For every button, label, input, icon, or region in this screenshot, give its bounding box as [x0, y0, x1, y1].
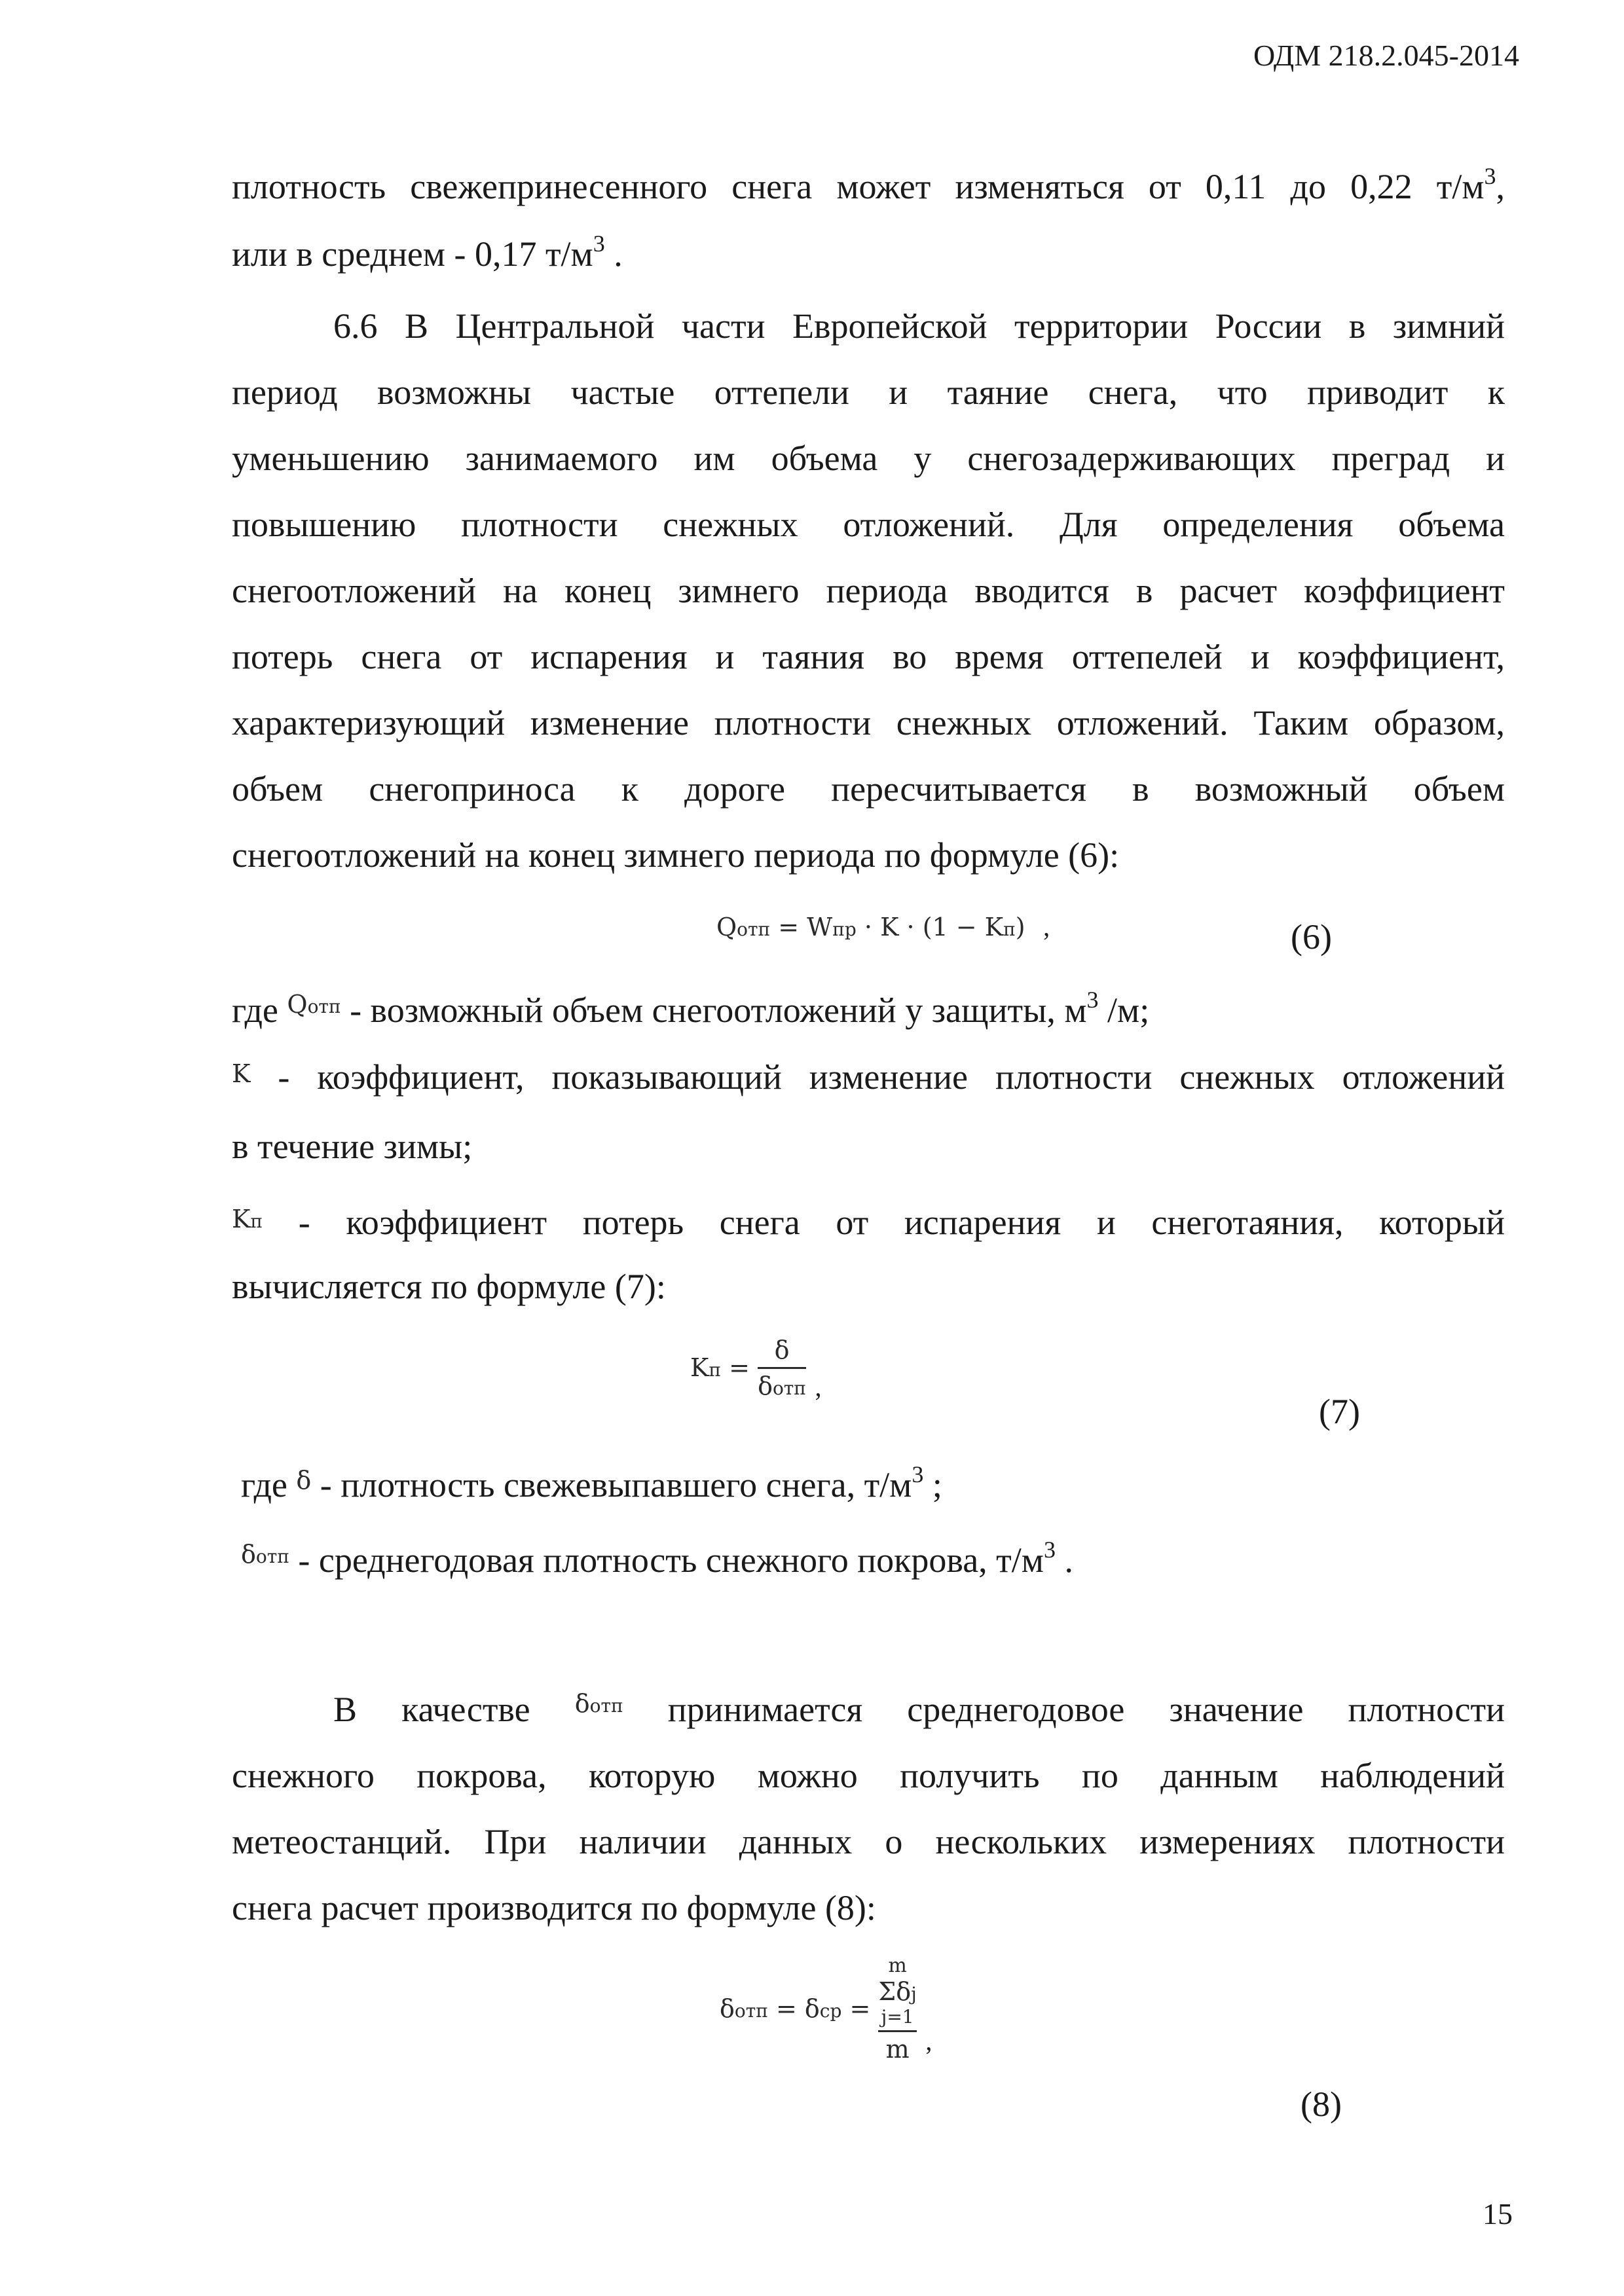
para2-line: потерь снега от испарения и таяния во время оттепелей и коэффициент,	[232, 637, 1505, 676]
fraction-8: m Σδj j=1 m	[878, 1954, 917, 2064]
def-k-line2: в течение зимы;	[232, 1127, 473, 1166]
para2-last-line: снегоотложений на конец зимнего периода по формуле (6):	[232, 835, 1120, 875]
def-kn-line2: вычисляется по формуле (7):	[232, 1267, 666, 1306]
para2-line: уменьшению занимаемого им объема у снегозадерживающих преград и	[232, 439, 1505, 478]
def-kn-line1: Kп - коэффициент потерь снега от испарения и снеготаяния, который	[232, 1203, 1505, 1242]
def-k-line1: K - коэффициент, показывающий изменение плотности снежных отложений	[232, 1057, 1505, 1097]
document-id: ОДМ 218.2.045-2014	[1253, 39, 1519, 72]
equation-number-8: (8)	[1301, 2085, 1342, 2124]
para2-line: 6.6 В Центральной части Европейской территории России в зимний	[333, 306, 1505, 346]
para1-line2: или в среднем - 0,17 $т/м^3$ .	[232, 230, 623, 274]
def-delta-otp: $^{\delta отп}$ - среднегодовая плотность снежного покрова, $т/м^3$ .	[241, 1537, 1073, 1580]
para2-line: характеризующий изменение плотности снежных отложений. Таким образом,	[232, 703, 1505, 742]
formula-7: Kп = $\frac{\delta}{\text{δотп}}$ $_,$	[690, 1336, 822, 1402]
para1-line1: плотность свежепринесенного снега может изменяться от 0,11 до 0,22 $т/м^3$,	[232, 163, 1505, 206]
para3-line: метеостанций. При наличии данных о нескольких измерениях плотности	[232, 1822, 1505, 1861]
page-number: 15	[1483, 2197, 1513, 2231]
formula-6: Qотп = Wпр · K · (1 − Kп) ,	[716, 912, 1050, 941]
para2-line: снегоотложений на конец зимнего периода вводится в расчет коэффициент	[232, 571, 1505, 610]
para3-last-line: снега расчет производится по формуле (8):	[232, 1888, 876, 1927]
para3-line1: В качестве $^{\delta отп}$ принимается среднегодовое значение плотности	[333, 1689, 1505, 1729]
formula-8: δотп = δср = m Σδj j=1 m $_,$	[720, 1954, 932, 2064]
equation-number-7: (7)	[1319, 1392, 1360, 1431]
para2-line: объем снегоприноса к дороге пересчитывается в возможный объем	[232, 769, 1505, 809]
def-delta: где $^\delta$ - плотность свежевыпавшего снега, $т/м^3$ ;	[241, 1461, 942, 1504]
para2-line: период возможны частые оттепели и таяние снега, что приводит к	[232, 373, 1505, 412]
para3-line: снежного покрова, которую можно получить по данным наблюдений	[232, 1756, 1505, 1795]
def-q-otp: где $^{Qотп}$ - возможный объем снегоотложений у защиты, $м^3$ /м;	[232, 987, 1150, 1030]
fraction-7: $\frac{\delta}{\text{δотп}}$	[758, 1336, 806, 1400]
equation-number-6: (6)	[1291, 917, 1332, 957]
para2-line: повышению плотности снежных отложений. Для определения объема	[232, 505, 1505, 544]
